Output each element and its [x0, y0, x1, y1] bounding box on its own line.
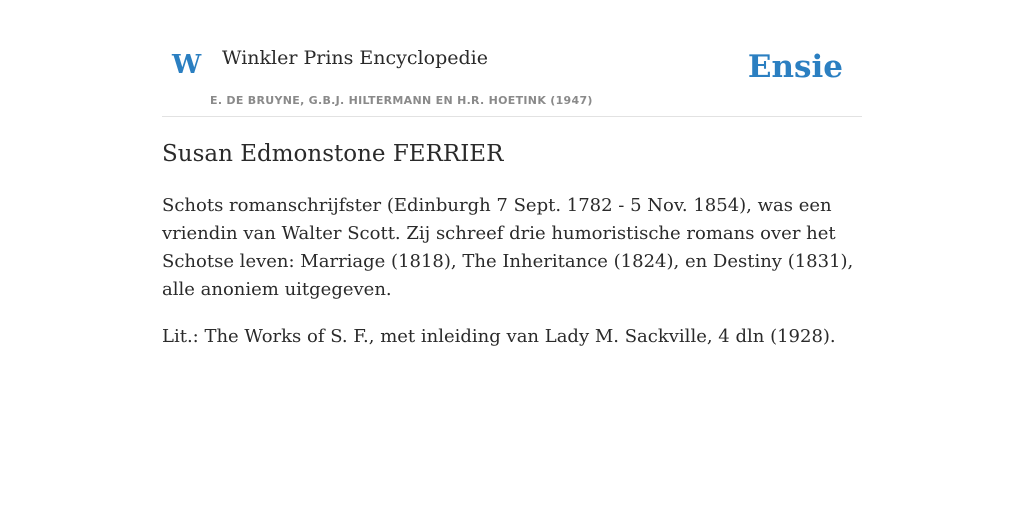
ensie-logo[interactable]: Ensie [747, 49, 843, 85]
winkler-prins-logo[interactable]: W [172, 50, 202, 80]
encyclopedia-title[interactable]: Winkler Prins Encyclopedie [222, 47, 488, 69]
encyclopedia-header [162, 0, 862, 117]
encyclopedia-authors: E. DE BRUYNE, G.B.J. HILTERMANN EN H.R. HOETINK (1947) [210, 94, 593, 107]
article-title: Susan Edmonstone FERRIER [162, 141, 504, 167]
article-paragraph: Schots romanschrijfster (Edinburgh 7 Sept. 1782 - 5 Nov. 1854), was een vriendin van Walter Scott. Zij schreef drie humoristische romans over het Schotse leven: Marriage (1818), The Inheritance (1824), en Destiny (1831), alle anoniem uitgegeven. [162, 195, 854, 300]
article-literature: Lit.: The Works of S. F., met inleiding van Lady M. Sackville, 4 dln (1928). [162, 326, 836, 347]
article [162, 138, 862, 351]
